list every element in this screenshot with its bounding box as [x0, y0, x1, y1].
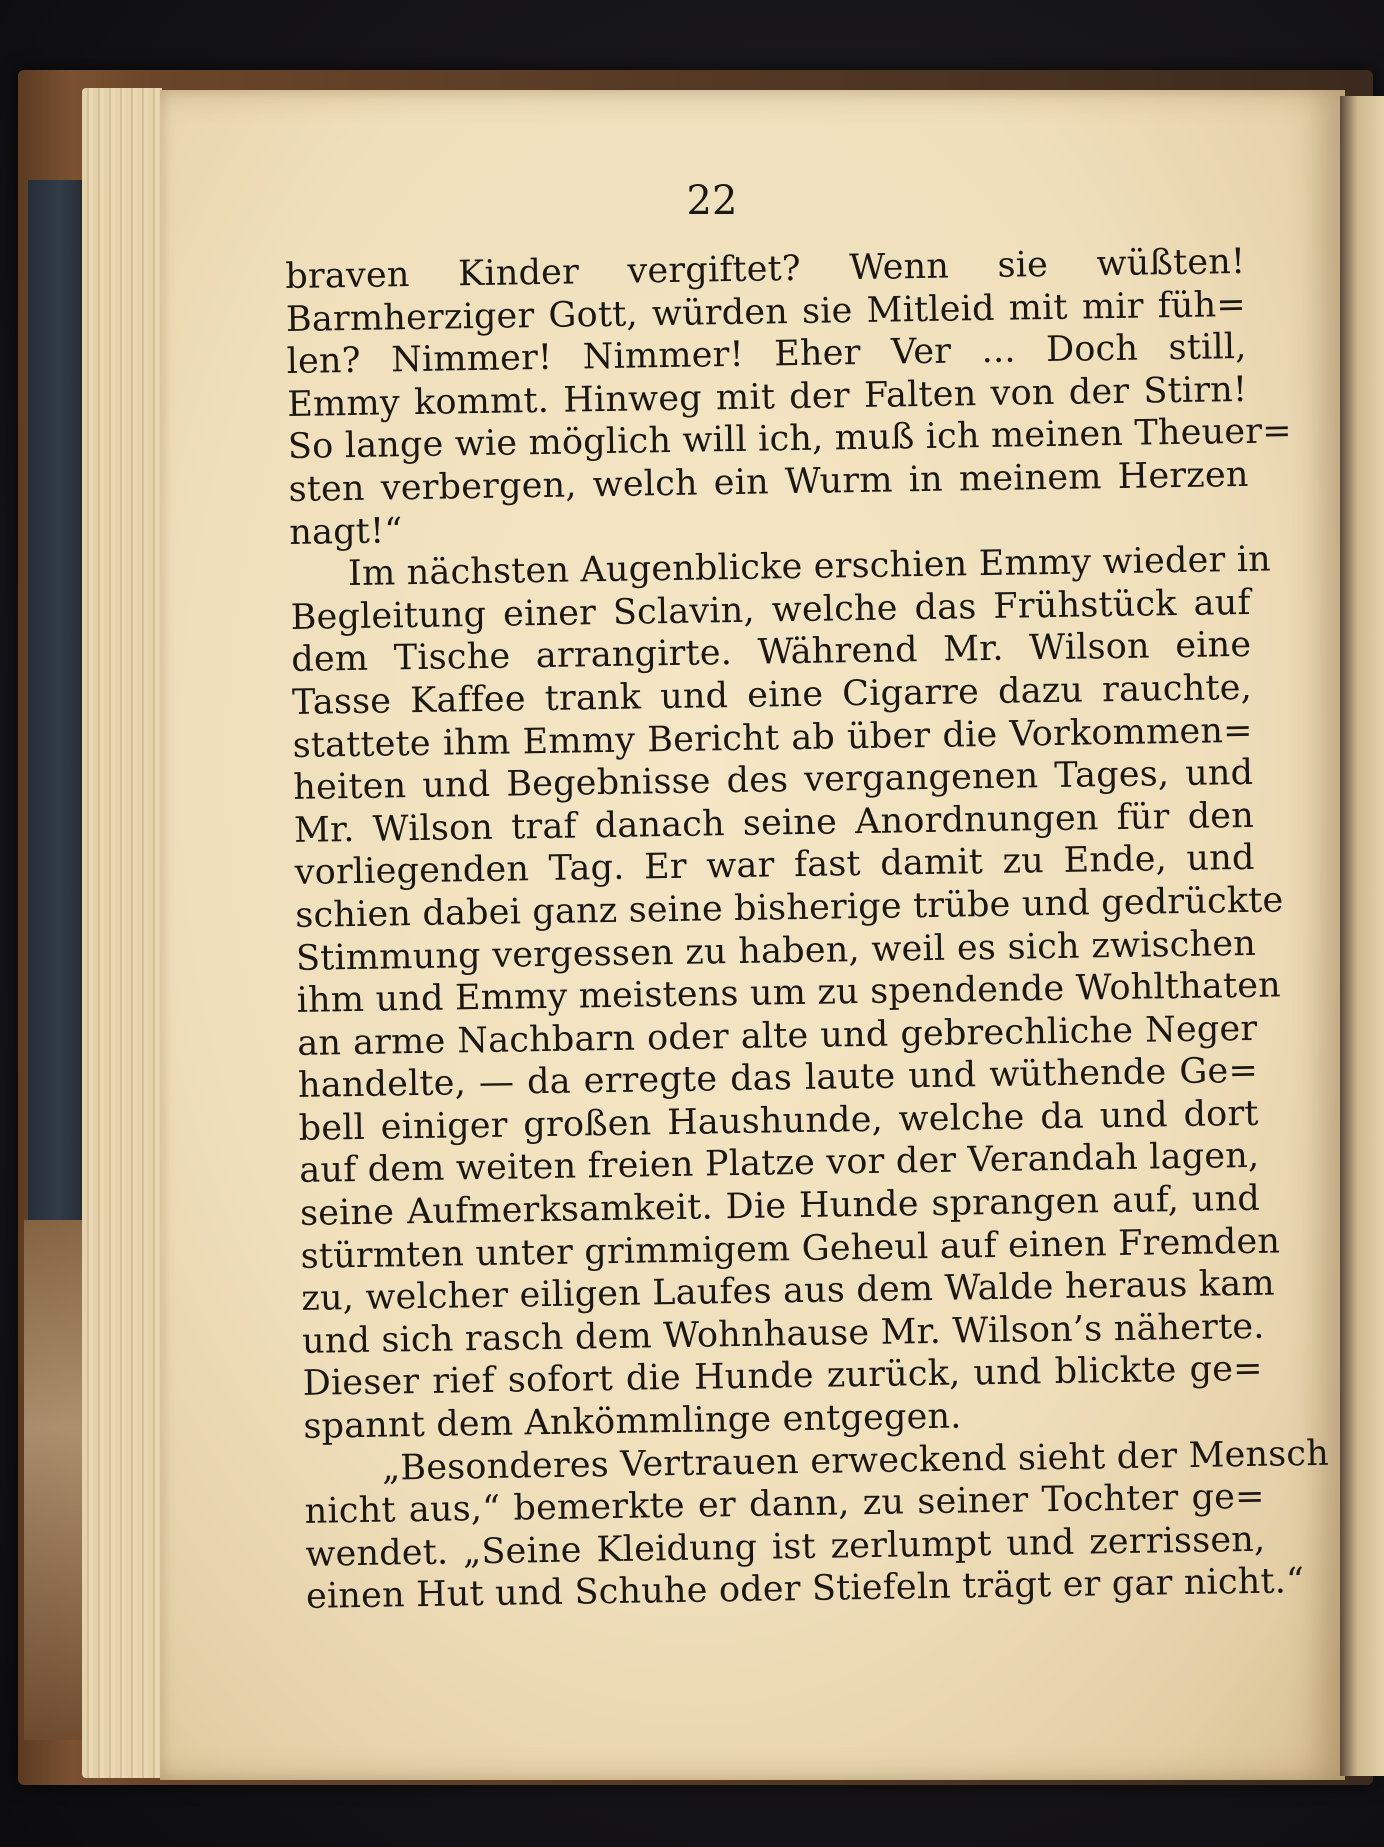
text-line: vorliegenden Tag. Er war fast damit zu Ende, und — [294, 838, 1255, 894]
text-line: len? Nimmer! Nimmer! Eher Ver ... Doch still, — [286, 327, 1247, 383]
text-line: braven Kinder vergiftet? Wenn sie wüßten! — [285, 241, 1246, 297]
facing-page-edge — [1340, 96, 1384, 1776]
text-line: und sich rasch dem Wohnhause Mr. Wilson’s näherte. — [301, 1306, 1265, 1362]
text-line: So lange wie möglich will ich, muß ich meinen Theuer= — [287, 411, 1293, 468]
text-line: an arme Nachbarn oder alte und gebrechliche Neger — [297, 1008, 1258, 1064]
text-line: Emmy kommt. Hinweg mit der Falten von der Stirn! — [287, 369, 1248, 425]
text-line: stürmten unter grimmigem Geheul auf einen Fremden — [300, 1221, 1281, 1277]
text-line: sten verbergen, welch ein Wurm in meinem Herzen — [288, 454, 1249, 510]
text-line: Begleitung einer Sclavin, welche das Frühstück auf — [290, 582, 1251, 638]
text-line: Stimmung vergessen zu haben, weil es sich zwischen — [295, 923, 1257, 979]
text-line: schien dabei ganz seine bisherige trübe und gedrückte — [295, 880, 1284, 936]
text-line: Dieser rief sofort die Hunde zurück, und blickte ge= — [302, 1349, 1263, 1405]
text-line: handelte, — da erregte das laute und wüthende Ge= — [297, 1051, 1259, 1107]
text-line: bell einiger großen Haushunde, welche da und dort — [298, 1093, 1259, 1149]
page-edges — [82, 88, 162, 1778]
text-line: zu, welcher eiligen Laufes aus dem Walde heraus kam — [301, 1263, 1275, 1320]
text-line: nagt!“ — [289, 510, 403, 553]
text-line: einen Hut und Schuhe oder Stiefeln trägt er gar nicht.“ — [305, 1561, 1305, 1618]
text-line: seine Aufmerksamkeit. Die Hunde sprangen auf, und — [299, 1178, 1261, 1234]
body-text — [285, 241, 1330, 1619]
page-number: 22 — [686, 178, 738, 224]
spine-cloth — [28, 180, 90, 1220]
text-line: Barmherziger Gott, würden sie Mitleid mit mir füh= — [285, 284, 1247, 340]
text-line: wendet. „Seine Kleidung ist zerlumpt und zerrissen, — [305, 1519, 1266, 1575]
text-line: auf dem weiten freien Platze vor der Verandah lagen, — [299, 1136, 1260, 1192]
text-line: spannt dem Ankömmlinge entgegen. — [303, 1396, 962, 1447]
text-line: stattete ihm Emmy Bericht ab über die Vorkommen= — [292, 710, 1253, 766]
text-line: „Besonderes Vertrauen erweckend sieht der Mensch — [381, 1433, 1330, 1489]
text-line: Mr. Wilson traf danach seine Anordnungen für den — [293, 795, 1255, 851]
text-line: heiten und Begebnisse des vergangenen Tages, und — [293, 752, 1254, 809]
text-line: Tasse Kaffee trank und eine Cigarre dazu rauchte, — [291, 667, 1253, 723]
text-line: Im nächsten Augenblicke erschien Emmy wieder in — [347, 539, 1272, 595]
text-line: nicht aus,“ bemerkte er dann, zu seiner Tochter ge= — [304, 1476, 1265, 1533]
text-line: dem Tische arrangirte. Während Mr. Wilson eine — [291, 625, 1252, 681]
text-line: ihm und Emmy meistens um zu spendende Wohlthaten — [296, 965, 1282, 1021]
